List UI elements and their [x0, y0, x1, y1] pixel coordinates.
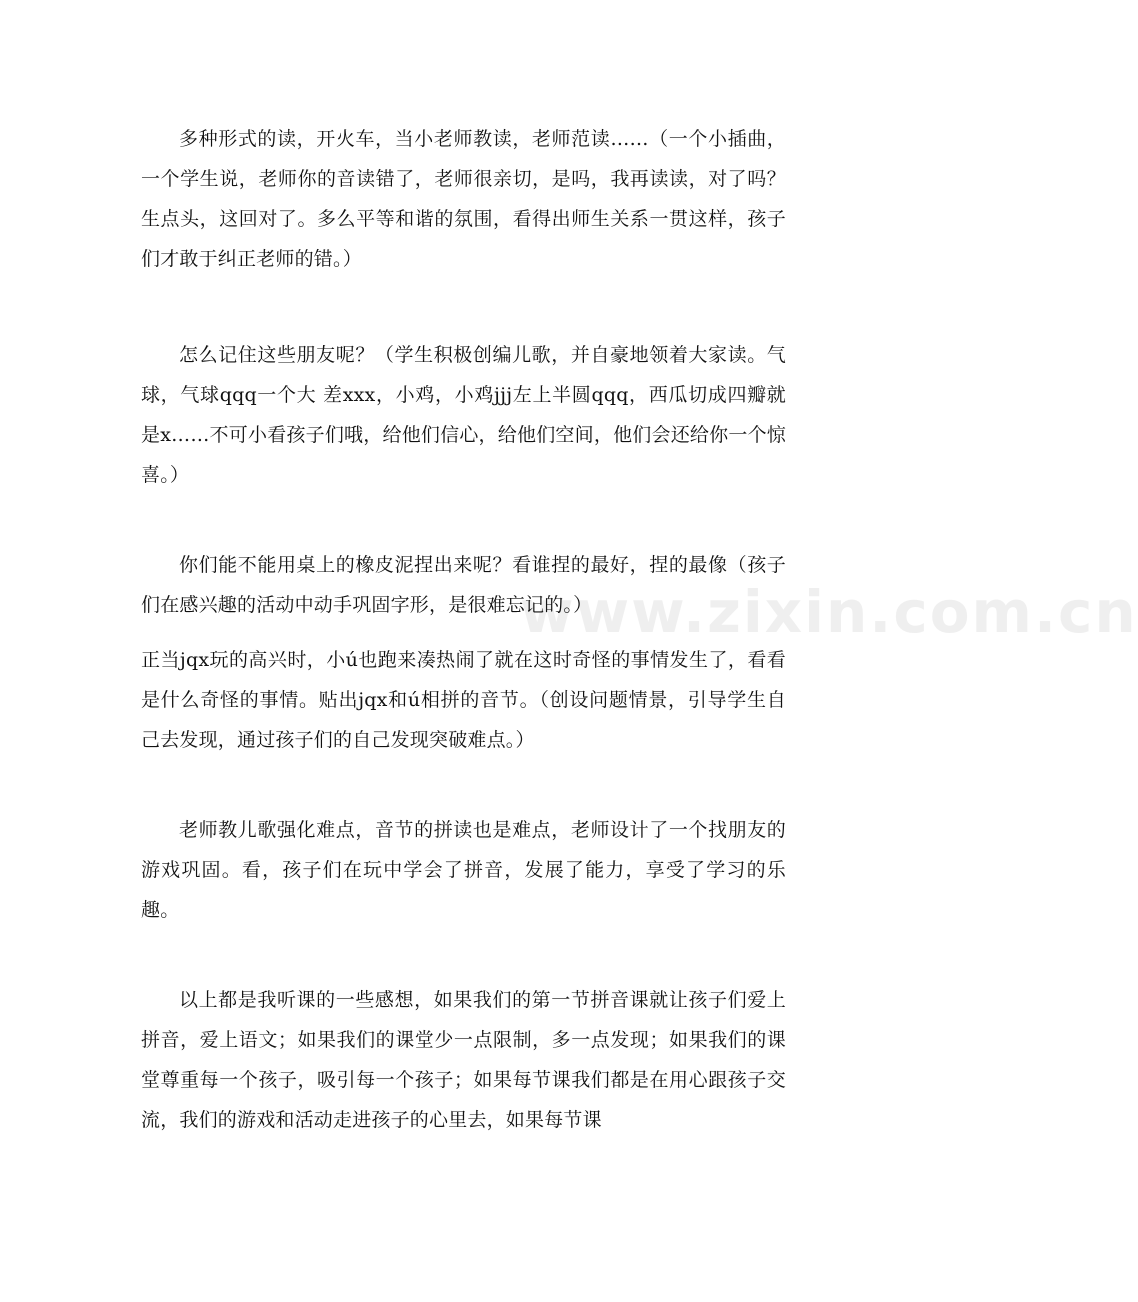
paragraph-multiple-reading-forms: 多种形式的读，开火车，当小老师教读，老师范读……（一个小插曲，一个学生说，老师你的音读错了，老师很亲切，是吗，我再读读，对了吗？生点头，这回对了。多么平等和谐的氛围，看得出师生关系一贯这样，孩子们才敢于纠正老师的错。）: [141, 128, 786, 270]
paragraph-jqx-with-u: 正当jqx玩的高兴时，小ú也跑来凑热闹了就在这时奇怪的事情发生了，看看是什么奇怪的事情。贴出jqx和ú相拼的音节。（创设问题情景，引导学生自己去发现，通过孩子们的自己发现突破难点。）: [141, 649, 786, 751]
paragraph-nursery-rhyme-game: 老师教儿歌强化难点，音节的拼读也是难点，老师设计了一个找朋友的游戏巩固。看，孩子们在玩中学会了拼音，发展了能力，享受了学习的乐趣。: [141, 819, 786, 921]
watermark-text: www.zixin.com.cn: [520, 578, 1138, 646]
paragraph-plasticine-shaping: 你们能不能用桌上的橡皮泥捏出来呢？看谁捏的最好，捏的最像（孩子们在感兴趣的活动中动手巩固字形，是很难忘记的。）: [141, 554, 786, 616]
paragraph-remember-friends: 怎么记住这些朋友呢？（学生积极创编儿歌，并自豪地领着大家读。气球，气球qqq一个大 差xxx，小鸡，小鸡jjj左上半圆qqq，西瓜切成四瓣就是x……不可小看孩子们哦，给他们信心，给他们空间，他们会还给你一个惊喜。）: [141, 344, 786, 486]
paragraph-lecture-reflections: 以上都是我听课的一些感想，如果我们的第一节拼音课就让孩子们爱上拼音，爱上语文；如果我们的课堂少一点限制，多一点发现；如果我们的课堂尊重每一个孩子，吸引每一个孩子；如果每节课我们都是在用心跟孩子交流，我们的游戏和活动走进孩子的心里去，如果每节课: [141, 989, 786, 1131]
